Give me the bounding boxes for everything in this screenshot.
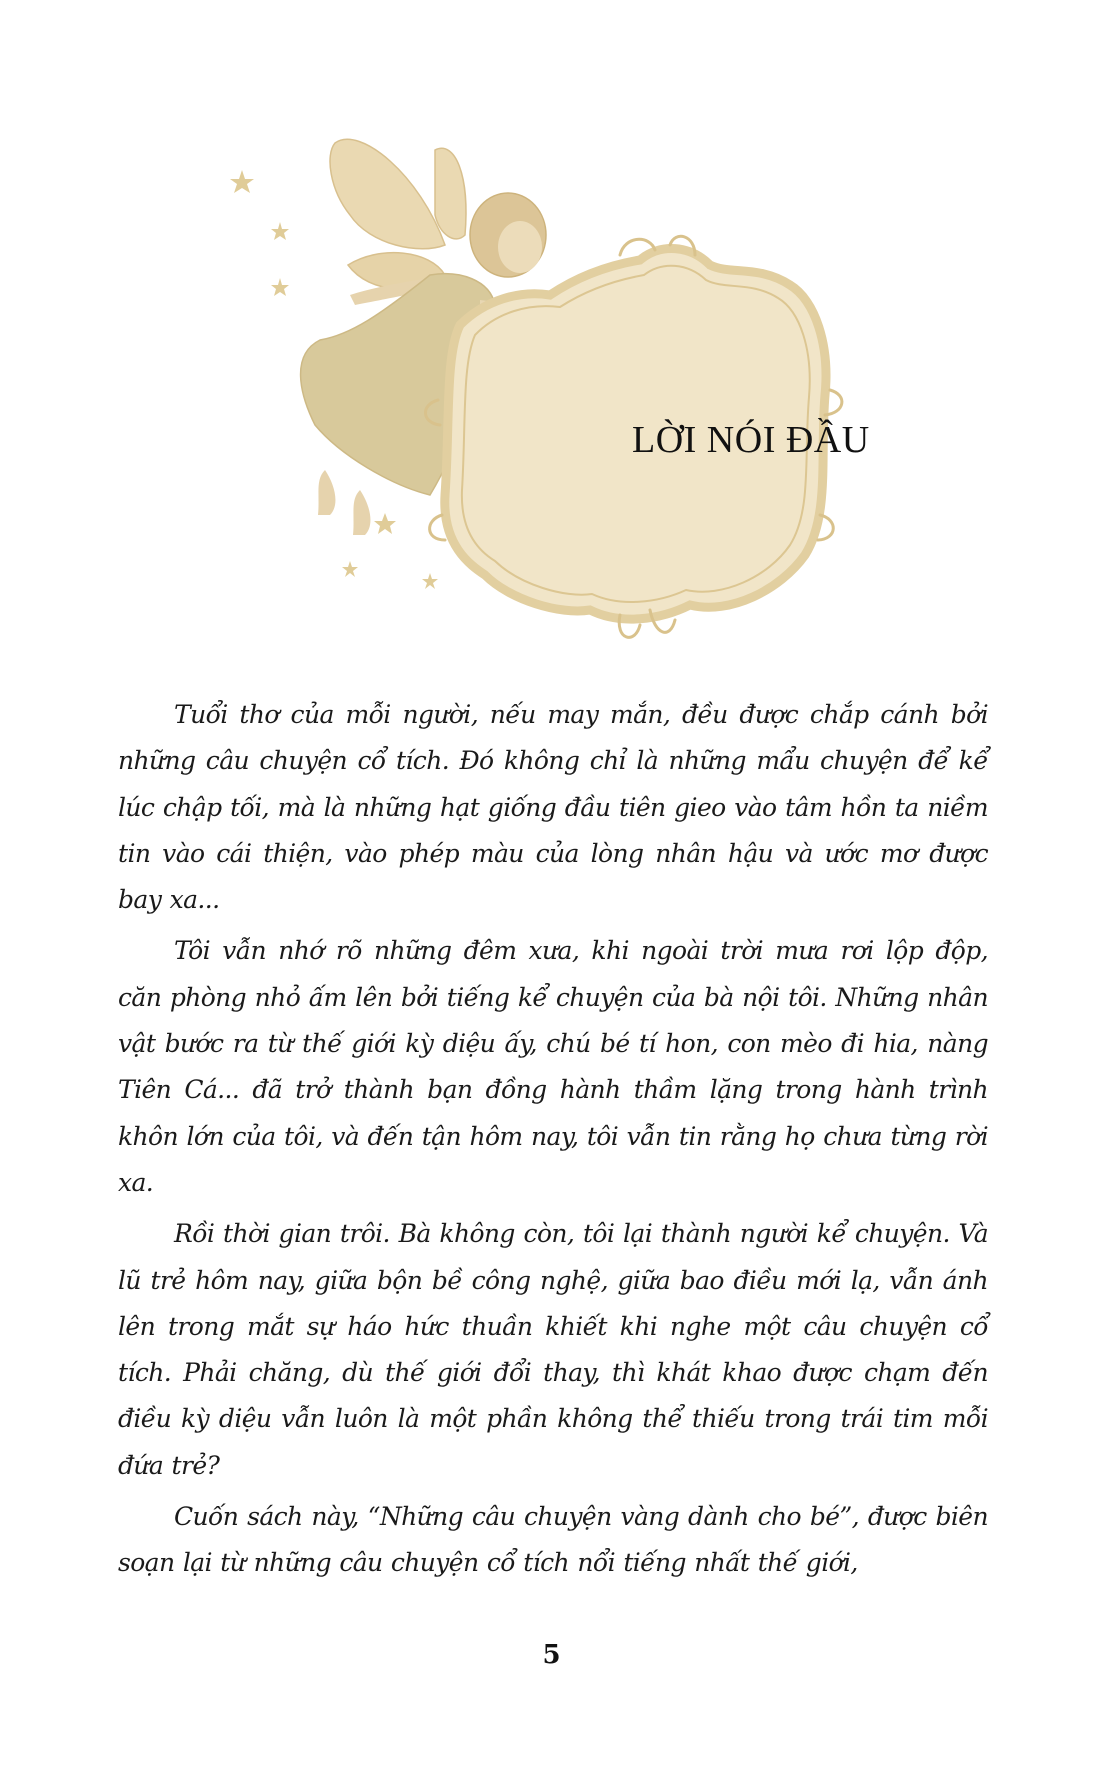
fairy-illustration-icon [230,95,950,665]
paragraph: Cuốn sách này, “Những câu chuyện vàng dành cho bé”, được biên soạn lại từ những câu chuyện cổ tích nổi tiếng nhất thế giới, [118,1502,988,1578]
page-title: LỜI NÓI ĐẦU [632,419,870,461]
fairy-frame-illustration [230,95,950,665]
paragraph: Rồi thời gian trôi. Bà không còn, tôi lại thành người kể chuyện. Và lũ trẻ hôm nay, giữa bộn bề công nghệ, giữa bao điều mới lạ, vẫn ánh lên trong mắt sự háo hức thuần khiết khi nghe một câu chuyện cổ tích. Phải chăng, dù thế giới đổi thay, thì khát khao được chạm đến điều kỳ diệu vẫn luôn là một phần không thể thiếu trong trái tim mỗi đứa trẻ? [118,1219,988,1480]
paragraph: Tuổi thơ của mỗi người, nếu may mắn, đều được chắp cánh bởi những câu chuyện cổ tích. Đó không chỉ là những mẩu chuyện để kể lúc chập tối, mà là những hạt giống đầu tiên gieo vào tâm hồn ta niềm tin vào cái thiện, vào phép màu của lòng nhân hậu và ước mơ được bay xa... [118,700,988,915]
body-text [118,692,988,1592]
paragraph: Tôi vẫn nhớ rõ những đêm xưa, khi ngoài trời mưa rơi lộp độp, căn phòng nhỏ ấm lên bởi tiếng kể chuyện của bà nội tôi. Những nhân vật bước ra từ thế giới kỳ diệu ấy, chú bé tí hon, con mèo đi hia, nàng Tiên Cá... đã trở thành bạn đồng hành thầm lặng trong hành trình khôn lớn của tôi, và đến tận hôm nay, tôi vẫn tin rằng họ chưa từng rời xa. [118,936,988,1197]
page-number: 5 [542,1640,561,1670]
